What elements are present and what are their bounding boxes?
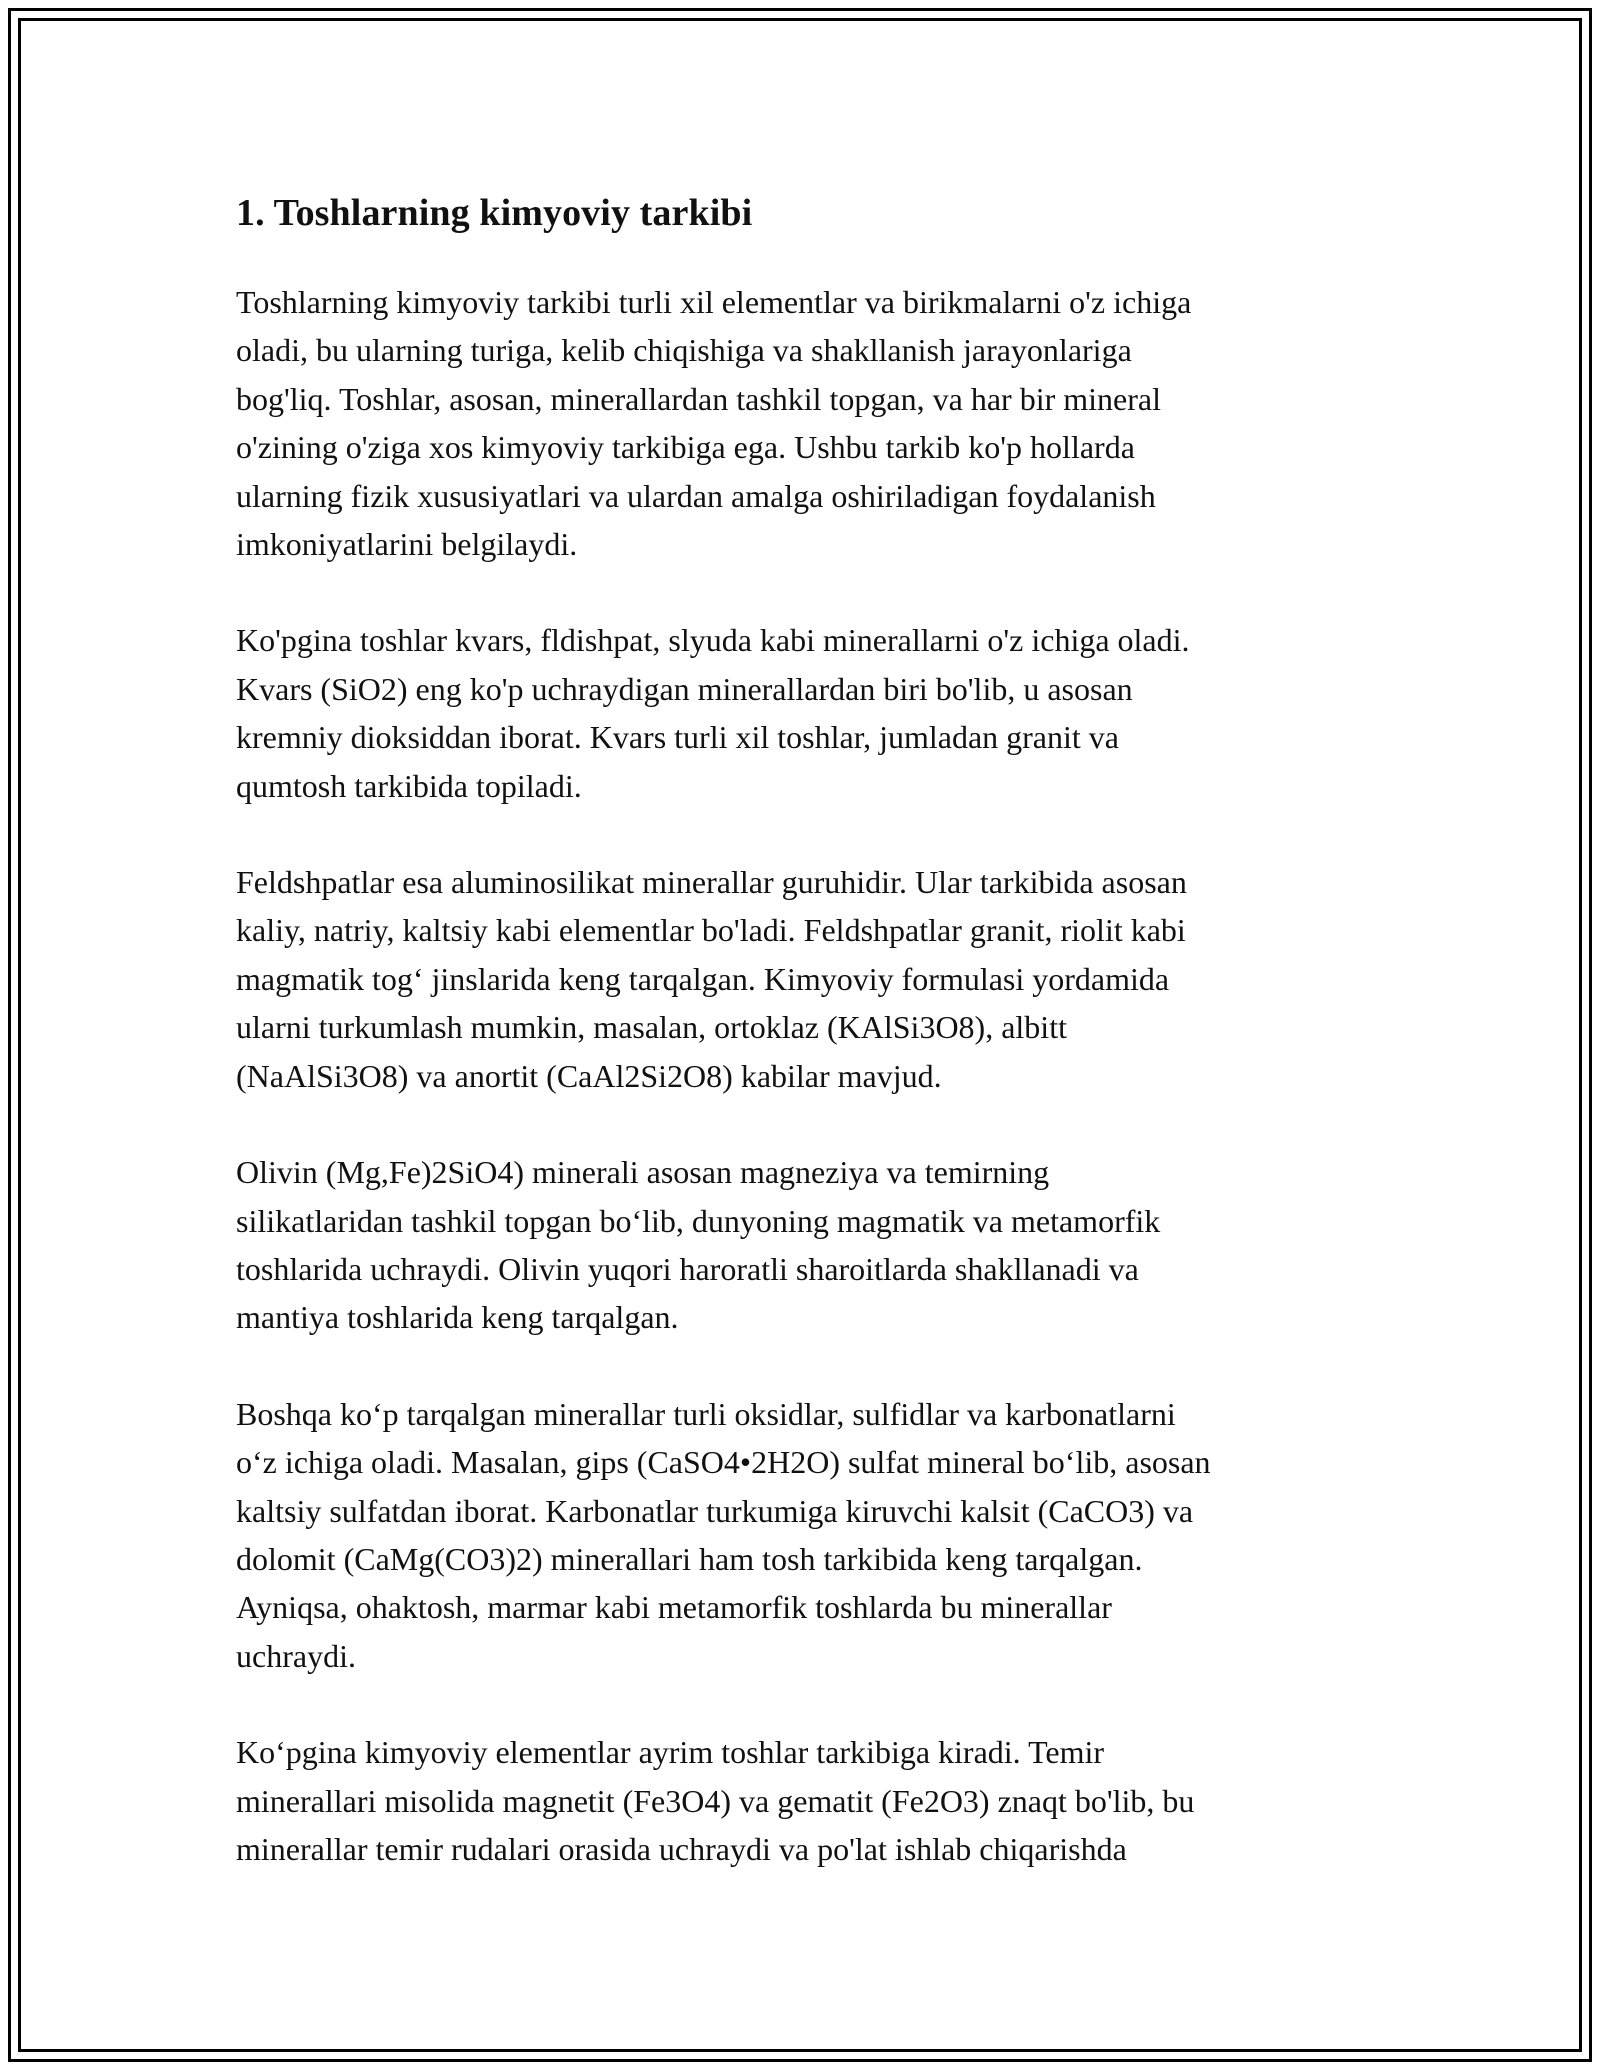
- text-line: bog'liq. Toshlar, asosan, minerallardan tashkil topgan, va har bir mineral: [236, 380, 1161, 417]
- text-line: o‘z ichiga oladi. Masalan, gips (CaSO4•2H2O) sulfat mineral bo‘lib, asosan: [236, 1444, 1211, 1481]
- text-line: kaliy, natriy, kaltsiy kabi elementlar bo'ladi. Feldshpatlar granit, riolit kabi: [236, 912, 1186, 949]
- text-line: mantiya toshlarida keng tarqalgan.: [236, 1299, 679, 1336]
- text-line: Feldshpatlar esa aluminosilikat minerallar guruhidir. Ular tarkibida asosan: [236, 864, 1187, 901]
- text-line: kremniy dioksiddan iborat. Kvars turli xil toshlar, jumladan granit va: [236, 719, 1119, 756]
- paragraph-1: [236, 278, 1366, 568]
- text-line: oladi, bu ularning turiga, kelib chiqishiga va shakllanish jarayonlariga: [236, 332, 1132, 369]
- section-heading: 1. Toshlarning kimyoviy tarkibi: [236, 192, 753, 234]
- text-line: Olivin (Mg,Fe)2SiO4) minerali asosan magneziya va temirning: [236, 1154, 1050, 1191]
- text-line: ularning fizik xususiyatlari va ulardan amalga oshiriladigan foydalanish: [236, 477, 1156, 514]
- paragraph-6: [236, 1728, 1366, 1873]
- text-line: Ko'pgina toshlar kvars, fldishpat, slyuda kabi minerallarni o'z ichiga oladi.: [236, 622, 1190, 659]
- text-line: minerallar temir rudalari orasida uchraydi va po'lat ishlab chiqarishda: [236, 1830, 1127, 1867]
- text-line: dolomit (CaMg(CO3)2) minerallari ham tosh tarkibida keng tarqalgan.: [236, 1540, 1143, 1577]
- text-line: uchraydi.: [236, 1637, 356, 1674]
- text-line: Toshlarning kimyoviy tarkibi turli xil elementlar va birikmalarni o'z ichiga: [236, 284, 1192, 320]
- text-line: kaltsiy sulfatdan iborat. Karbonatlar turkumiga kiruvchi kalsit (CaCO3) va: [236, 1492, 1194, 1529]
- text-line: o'zining o'ziga xos kimyoviy tarkibiga ega. Ushbu tarkib ko'p hollarda: [236, 429, 1135, 466]
- paragraph-5: [236, 1390, 1366, 1680]
- paragraph-2: [236, 616, 1366, 810]
- text-line: toshlarida uchraydi. Olivin yuqori haroratli sharoitlarda shakllanadi va: [236, 1250, 1139, 1287]
- text-line: Ko‘pgina kimyoviy elementlar ayrim toshlar tarkibiga kiradi. Temir: [236, 1734, 1105, 1771]
- text-line: Ayniqsa, ohaktosh, marmar kabi metamorfik toshlarda bu minerallar: [236, 1589, 1112, 1626]
- paragraph-4: [236, 1148, 1366, 1342]
- paragraph-3: [236, 858, 1366, 1100]
- text-line: magmatik tog‘ jinslarida keng tarqalgan. Kimyoviy formulasi yordamida: [236, 960, 1170, 997]
- text-line: Kvars (SiO2) eng ko'p uchraydigan minerallardan biri bo'lib, u asosan: [236, 670, 1133, 707]
- text-line: imkoniyatlarini belgilaydi.: [236, 526, 578, 563]
- text-line: qumtosh tarkibida topiladi.: [236, 767, 582, 804]
- text-line: (NaAlSi3O8) va anortit (CaAl2Si2O8) kabilar mavjud.: [236, 1057, 942, 1094]
- document-body: [236, 182, 1366, 1921]
- text-line: Boshqa ko‘p tarqalgan minerallar turli oksidlar, sulfidlar va karbonatlarni: [236, 1395, 1176, 1432]
- text-line: minerallari misolida magnetit (Fe3O4) va gematit (Fe2O3) znaqt bo'lib, bu: [236, 1782, 1195, 1819]
- text-line: silikatlaridan tashkil topgan bo‘lib, dunyoning magmatik va metamorfik: [236, 1202, 1161, 1239]
- text-line: ularni turkumlash mumkin, masalan, ortoklaz (KAlSi3O8), albitt: [236, 1009, 1067, 1046]
